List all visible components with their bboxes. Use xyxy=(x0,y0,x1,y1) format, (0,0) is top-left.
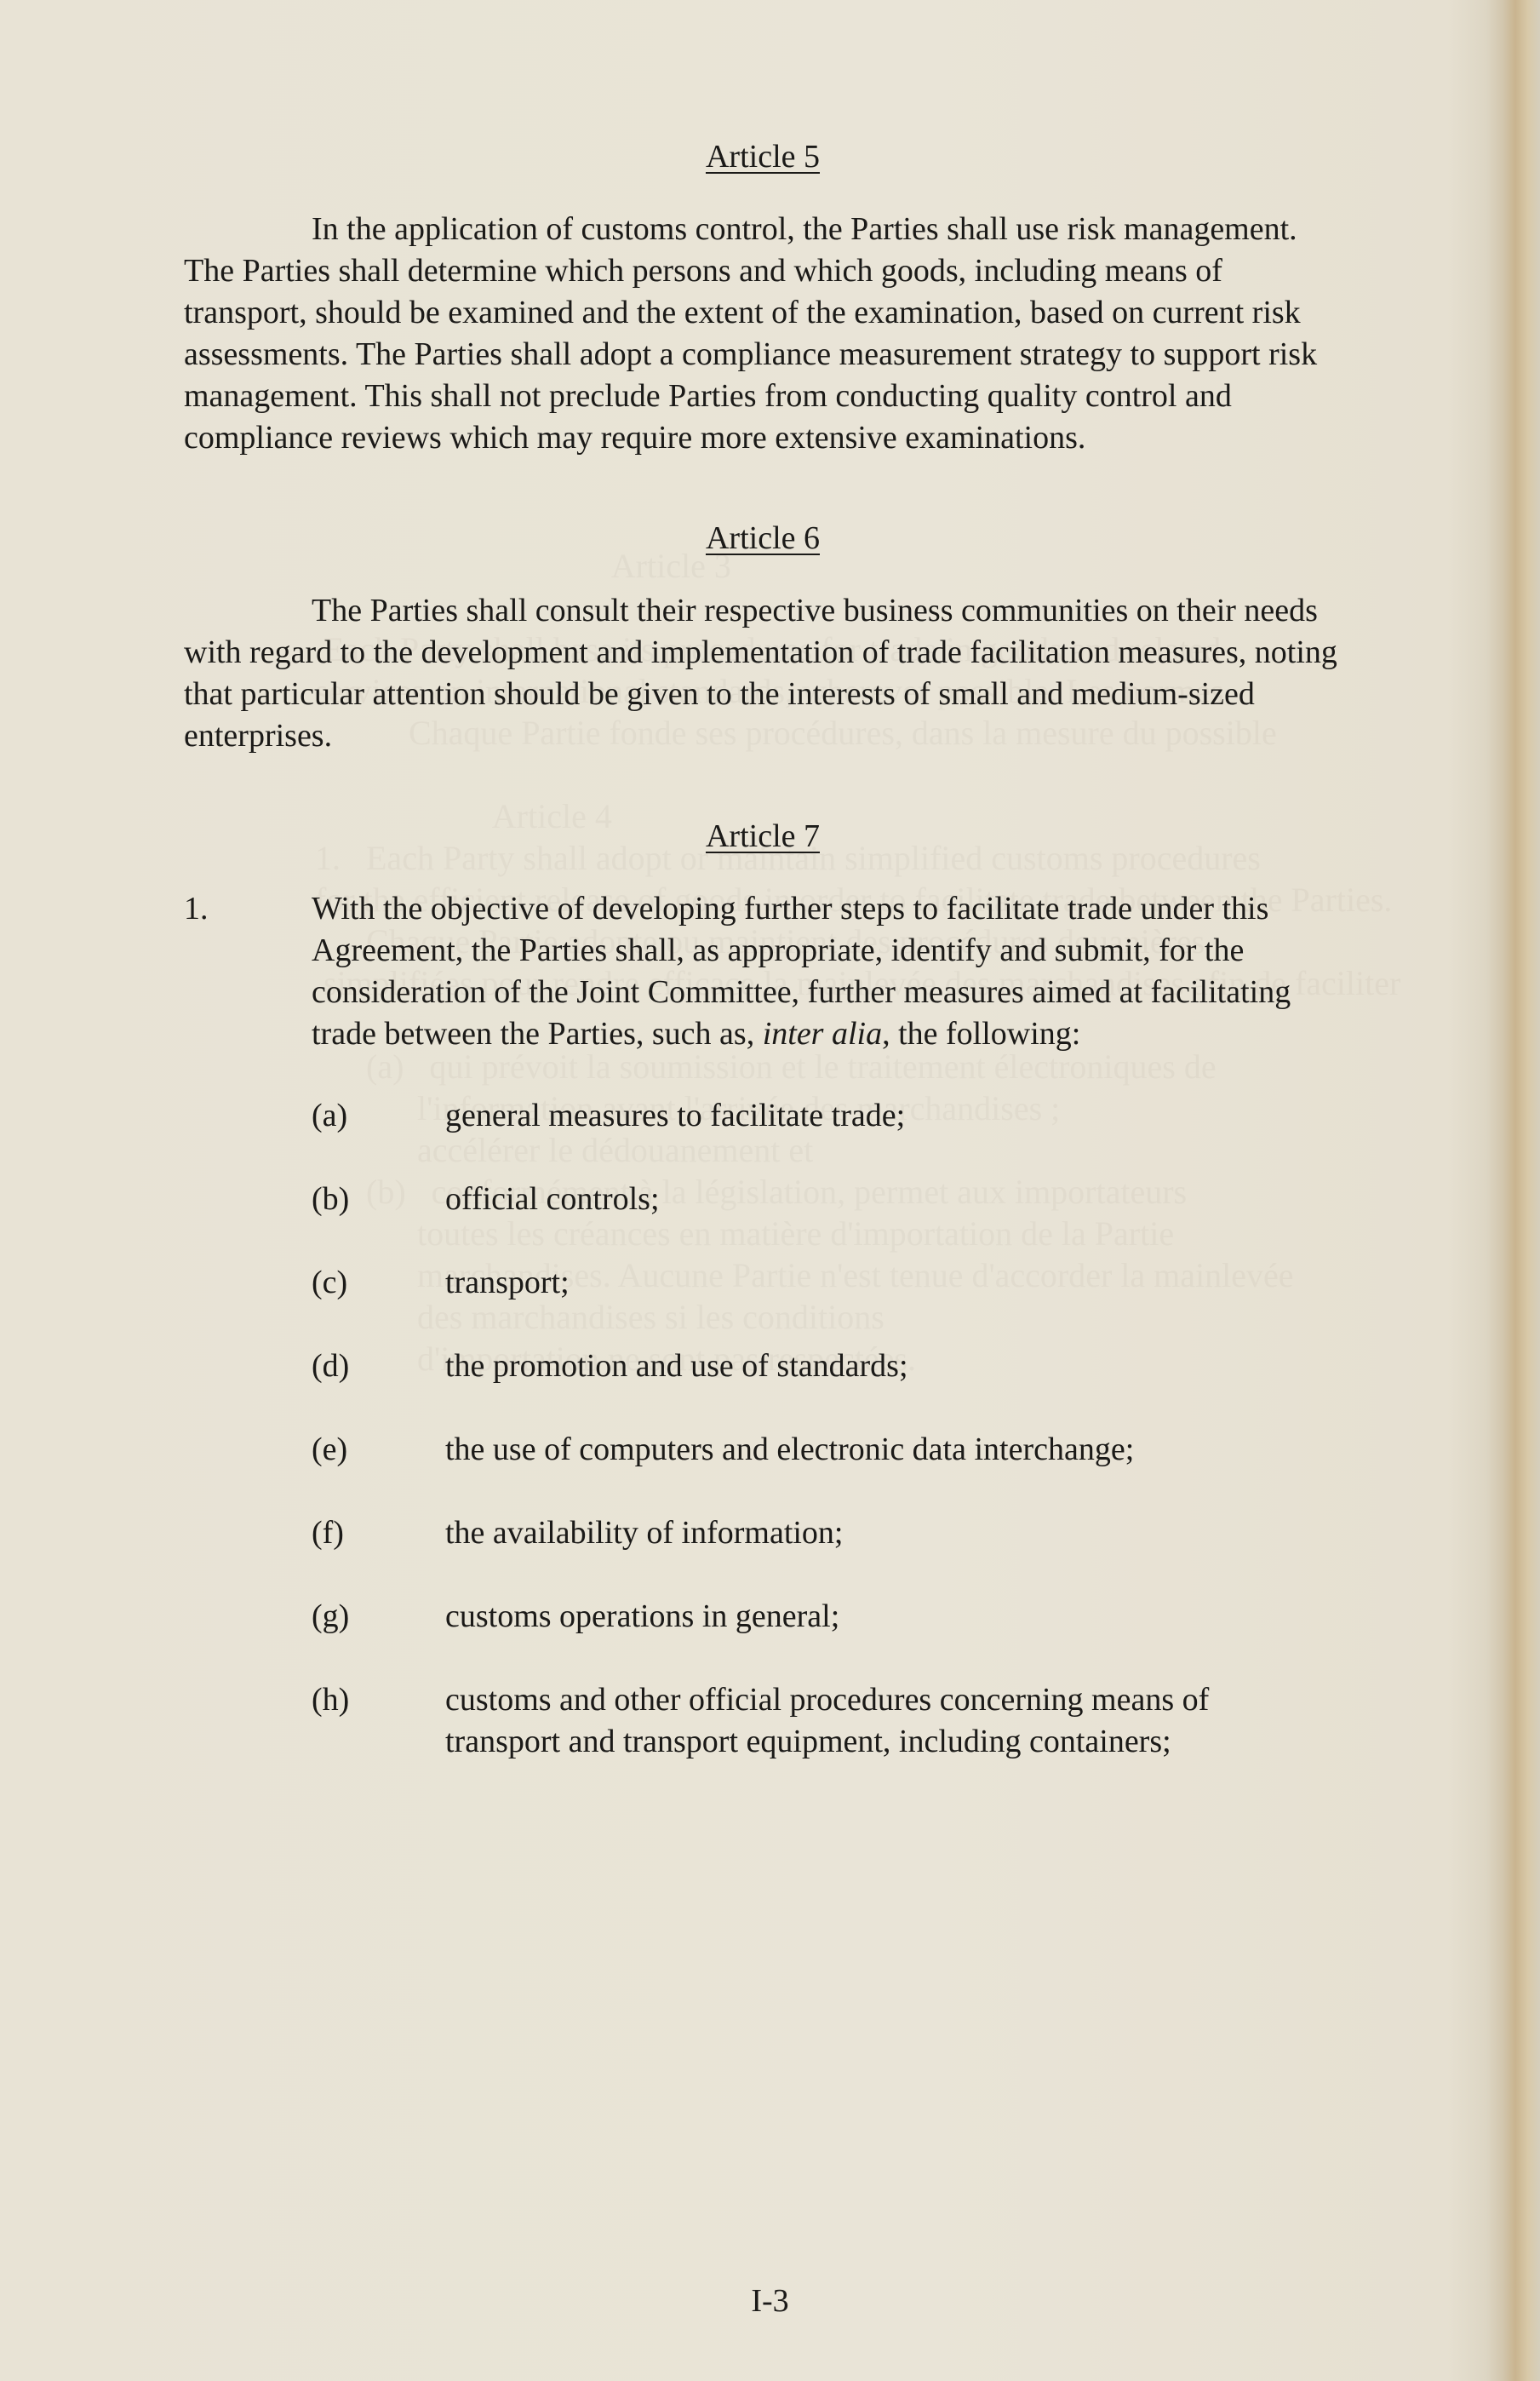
list-item-text: the promotion and use of standards; xyxy=(445,1348,908,1384)
list-item-text: the availability of information; xyxy=(445,1515,844,1551)
paragraph-text-italic: inter alia xyxy=(762,1016,883,1052)
list-item-text: customs and other official procedures concerning means of transport and transport equipment, including containers; xyxy=(445,1682,1210,1759)
paragraph-text xyxy=(312,888,1342,1055)
list-item-label: (e) xyxy=(312,1431,348,1467)
list-item-text: customs operations in general; xyxy=(445,1598,840,1634)
list-item-text: the use of computers and electronic data interchange; xyxy=(445,1431,1135,1467)
list-item-label: (g) xyxy=(312,1598,350,1634)
list-item-label: (d) xyxy=(312,1348,350,1384)
list-item-text: transport; xyxy=(445,1265,570,1300)
document-body xyxy=(184,136,1342,1763)
list-item-label: (a) xyxy=(312,1098,348,1133)
measures-list xyxy=(184,1095,1342,1763)
paragraph-text-end: , the following: xyxy=(882,1016,1081,1052)
article-5-heading: Article 5 xyxy=(705,139,820,175)
list-item-label: (c) xyxy=(312,1265,348,1300)
list-item xyxy=(184,1179,1342,1220)
list-item xyxy=(184,1095,1342,1137)
article-6-paragraph: The Parties shall consult their respective business communities on their needs with regard to the development and implementation of trade facilitation measures, noting that particular attention should be given to the interests of small and medium-sized enterprises. xyxy=(184,593,1337,754)
list-item-label: (h) xyxy=(312,1682,350,1718)
article-7 xyxy=(184,816,1342,1763)
article-7-paragraph-1 xyxy=(184,888,1342,1055)
list-item xyxy=(184,1345,1342,1387)
article-6-heading: Article 6 xyxy=(705,520,820,556)
list-item xyxy=(184,1679,1342,1763)
list-item xyxy=(184,1512,1342,1554)
list-item-label: (b) xyxy=(312,1181,350,1217)
page-number: I-3 xyxy=(751,2283,789,2319)
article-6 xyxy=(184,518,1342,757)
list-item xyxy=(184,1262,1342,1304)
article-7-heading: Article 7 xyxy=(705,818,820,854)
list-item-text: official controls; xyxy=(445,1181,660,1217)
list-item xyxy=(184,1596,1342,1638)
list-item-text: general measures to facilitate trade; xyxy=(445,1098,906,1133)
article-5 xyxy=(184,136,1342,459)
list-item-label: (f) xyxy=(312,1515,344,1551)
list-item xyxy=(184,1429,1342,1471)
article-5-paragraph: In the application of customs control, the Parties shall use risk management. The Parties shall determine which persons and which goods, including means of transport, should be examined and the extent of the examination, based on current risk assessments. The Parties shall adopt a compliance measurement strategy to support risk management. This shall not preclude Parties from conducting quality control and compliance reviews which may require more extensive examinations. xyxy=(184,211,1318,456)
paragraph-number: 1. xyxy=(184,891,209,927)
paragraph-text-start: With the objective of developing further steps to facilitate trade under this Agreement, the Parties shall, as appropriate, identify and submit, for the consideration of the Joint Committee, further measures aimed at facilitating trade between the Parties, such as, xyxy=(312,891,1291,1052)
